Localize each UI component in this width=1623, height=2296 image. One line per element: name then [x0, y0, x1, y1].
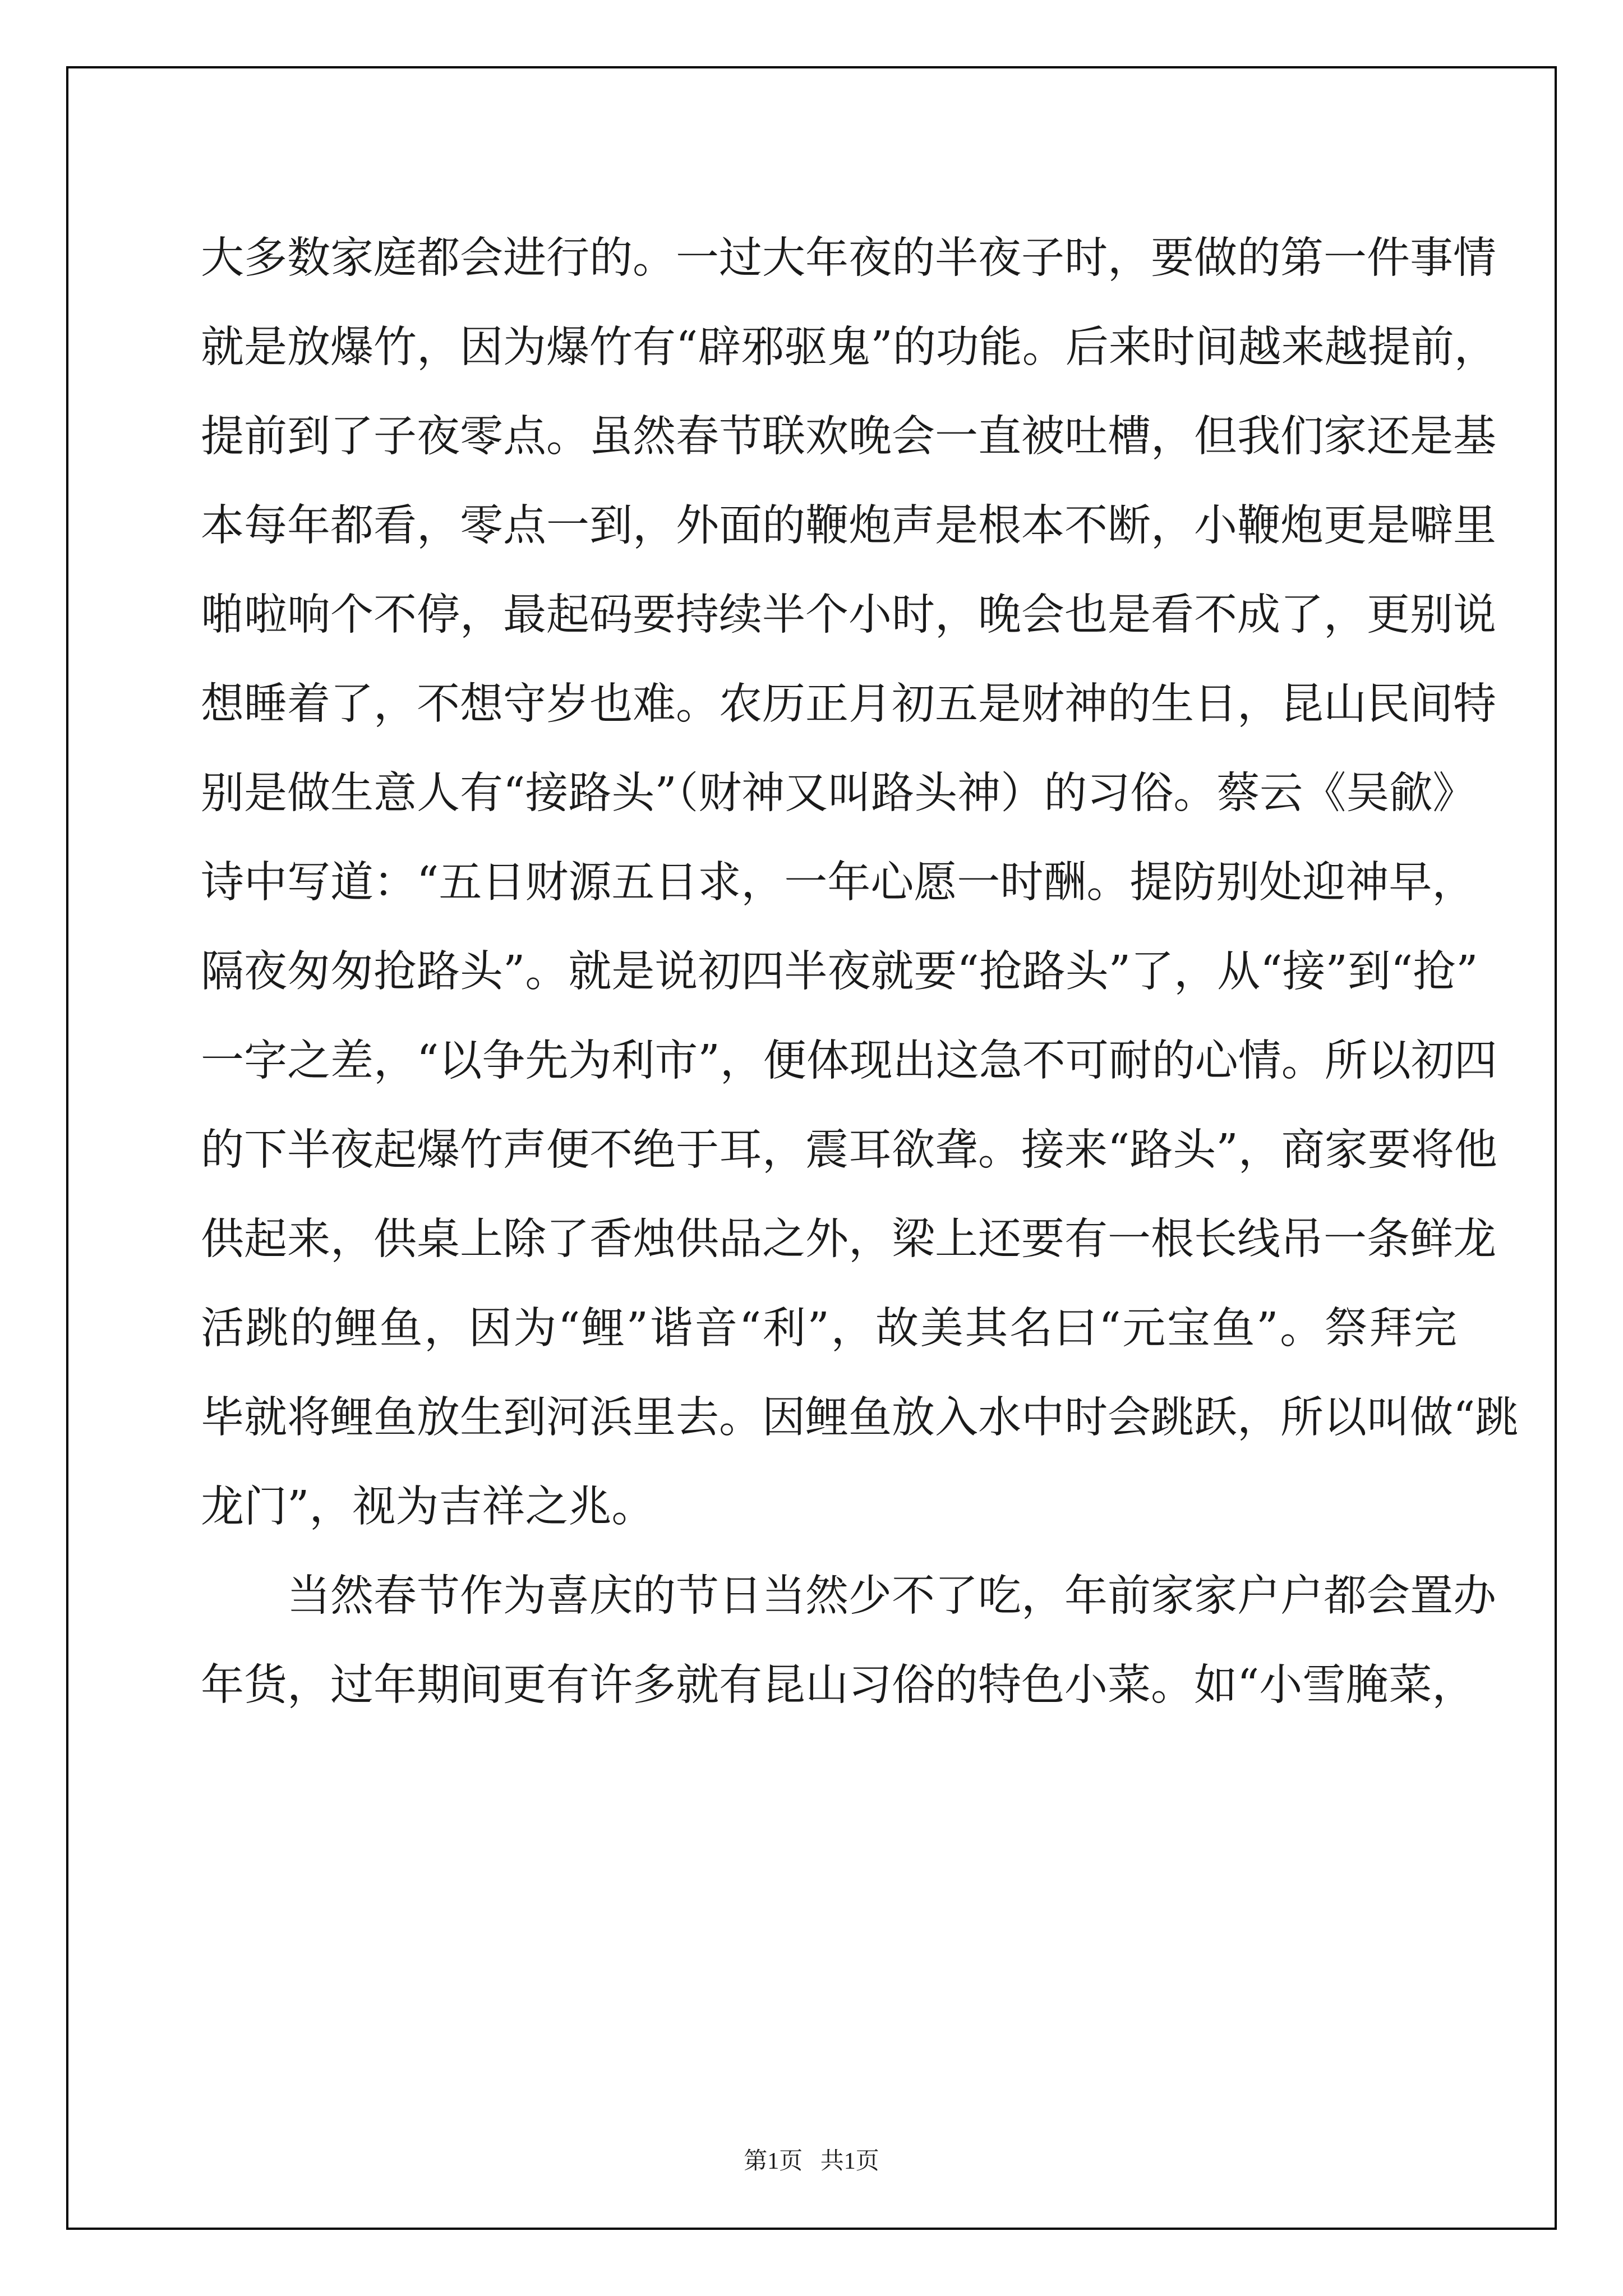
- text-line: 大多数家庭都会进行的。一过大年夜的半夜子时，要做的第一件事情: [201, 233, 1496, 283]
- text-line: 提前到了子夜零点。虽然春节联欢晚会一直被吐槽，但我们家还是基: [201, 412, 1496, 462]
- text-line: 供起来，供桌上除了香烛供品之外，梁上还要有一根长线吊一条鲜龙: [201, 1214, 1496, 1264]
- body-text: [201, 214, 1519, 1730]
- text-line: 想睡着了，不想守岁也难。农历正月初五是财神的生日，昆山民间特: [201, 679, 1496, 729]
- text-line: 啪啦响个不停，最起码要持续半个小时，晚会也是看不成了，更别说: [201, 590, 1496, 640]
- text-line: 别是做生意人有“接路头”（财神又叫路头神）的习俗。蔡云《吴歈》: [201, 769, 1476, 818]
- text-line: 年货，过年期间更有许多就有昆山习俗的特色小菜。如“小雪腌菜，: [201, 1660, 1476, 1710]
- paragraph-start-line: 当然春节作为喜庆的节日当然少不了吃，年前家家户户都会置办: [287, 1571, 1496, 1621]
- text-line: 本每年都看，零点一到，外面的鞭炮声是根本不断，小鞭炮更是噼里: [201, 501, 1496, 551]
- text-line: 诗中写道：“五日财源五日求，一年心愿一时酬。提防别处迎神早，: [201, 858, 1476, 908]
- page-number-footer: 第1页 共1页: [744, 2148, 879, 2174]
- text-line: 活跳的鲤鱼，因为“鲤”谐音“利”，故美其名曰“元宝鱼”。祭拜完: [201, 1304, 1457, 1354]
- text-line: 毕就将鲤鱼放生到河浜里去。因鲤鱼放入水中时会跳跃，所以叫做“跳: [201, 1393, 1519, 1443]
- text-line: 隔夜匆匆抢路头”。就是说初四半夜就要“抢路头”了，从“接”到“抢”: [201, 947, 1478, 997]
- text-line: 就是放爆竹，因为爆竹有“辟邪驱鬼”的功能。后来时间越来越提前，: [201, 323, 1497, 372]
- text-line: 的下半夜起爆竹声便不绝于耳，震耳欲聋。接来“路头”，商家要将他: [201, 1125, 1497, 1175]
- paragraph-end-line: 龙门”，视为吉祥之兆。: [201, 1482, 655, 1532]
- text-line: 一字之差，“以争先为利市”，便体现出这急不可耐的心情。所以初四: [201, 1036, 1497, 1086]
